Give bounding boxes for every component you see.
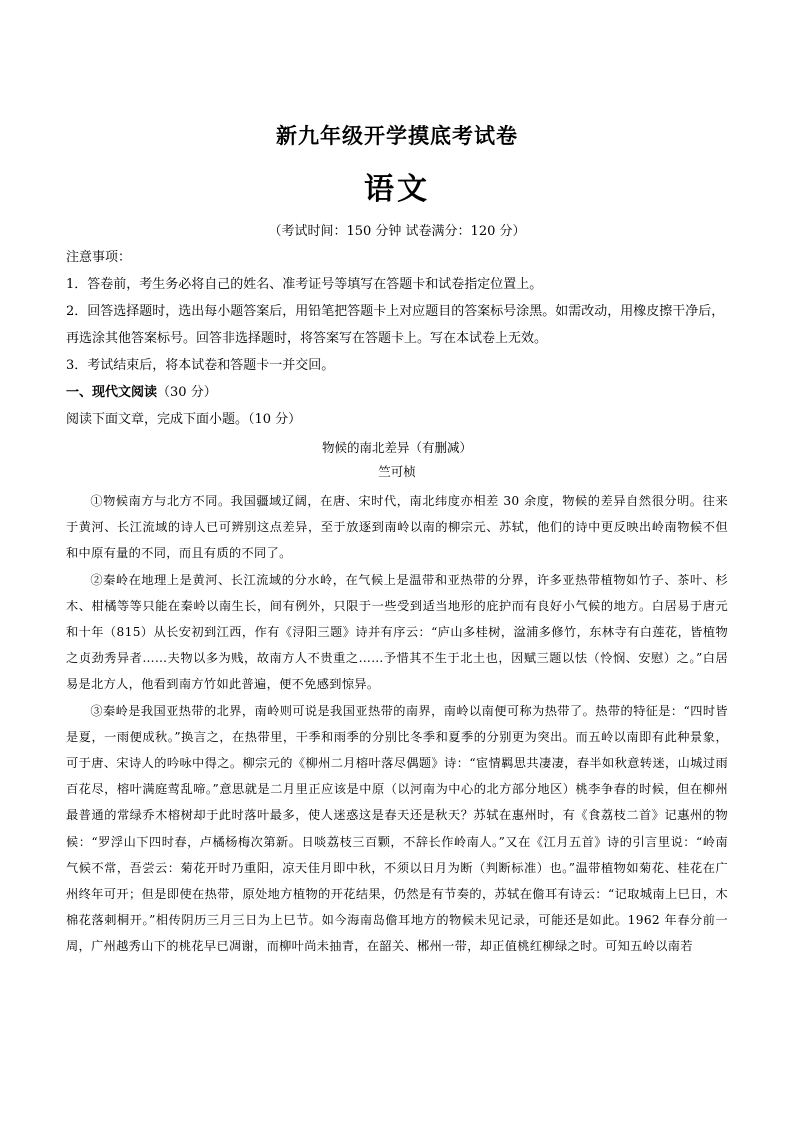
- notes-heading: 注意事项：: [66, 250, 132, 265]
- section-heading-score: （30 分）: [157, 385, 217, 400]
- note-item-1: 1．答卷前，考生务必将自己的姓名、准考证号等填写在答题卡和试卷指定位置上。: [66, 277, 543, 292]
- article-paragraph-2: ②秦岭在地理上是黄河、长江流域的分水岭，在气候上是温带和亚热带的分界，许多亚热带植物如竹子、茶叶、杉木、柑橘等等只能在秦岭以南生长，间有例外，只限于一些受到适当地形的庇护而有良好小气候的地方。白居易于唐元和十年（815）从长安初到江西，作有《浔阳三题》诗并有序云：“庐山多桂树，湓浦多修竹，东林寺有白莲花，皆植物之贞劲秀异者……夫物以多为贱，故南方人不贵重之……予惜其不生于北土也，因赋三题以怯（怜悯、安慰）之。”白居易是北方人，他看到南方竹如此普遍，便不免感到惊异。: [66, 572, 728, 692]
- article-paragraph-1: ①物候南方与北方不同。我国疆域辽阔，在唐、宋时代，南北纬度亦相差 30 余度，物候的差异自然很分明。往来于黄河、长江流域的诗人已可辨别这点差异，至于放逐到南岭以南的柳宗元、苏轼，他们的诗中更反映出岭南物候不但和中原有量的不同，而且有质的不同了。: [66, 494, 728, 561]
- section-heading-bold: 一、现代文阅读: [66, 385, 158, 400]
- article-title: 物候的南北差异（有删减）: [321, 440, 472, 455]
- exam-title: 新九年级开学摸底考试卷: [276, 123, 518, 148]
- exam-meta: （考试时间：150 分钟 试卷满分：120 分）: [268, 224, 526, 239]
- note-item-3: 3．考试结束后，将本试卷和答题卡一并交回。: [66, 358, 335, 373]
- notes-section: [66, 244, 726, 433]
- article-author: 竺可桢: [378, 464, 416, 479]
- section-heading: [66, 379, 726, 406]
- article-body: [66, 488, 728, 960]
- section-instruction: 阅读下面文章，完成下面小题。（10 分）: [66, 412, 302, 427]
- article-paragraph-3: ③秦岭是我国亚热带的北界，南岭则可说是我国亚热带的南界，南岭以南便可称为热带了。热带的特征是：“四时皆是夏，一雨便成秋。”换言之，在热带里，干季和雨季的分别比冬季和夏季的分别更为突出。而五岭以南即有此种景象，可于唐、宋诗人的吟咏中得之。柳宗元的《柳州二月榕叶落尽偶题》诗：“宦情羁思共凄凄，春半如秋意转迷，山城过雨百花尽，榕叶满庭莺乱啼。”意思就是二月里正应该是中原（以河南为中心的北方部分地区）桃李争春的时候，但在柳州最普通的常绿乔木榕树却于此时落叶最多，使人迷惑这是春天还是秋天？苏轼在惠州时，有《食荔枝二首》记惠州的物候：“罗浮山下四时春，卢橘杨梅次第新。日啖荔枝三百颗，不辞长作岭南人。”又在《江月五首》诗的引言里说：“岭南气候不常，吾尝云：菊花开时乃重阳，凉天佳月即中秋，不须以日月为断（判断标准）也。”温带植物如菊花、桂花在广州终年可开；但是即使在热带，原处地方植物的开花结果，仍然是有节奏的，苏轼在儋耳有诗云：“记取城南上巳日，木棉花落刺桐开。”相传阴历三月三日为上巳节。如今海南岛儋耳地方的物候未见记录，可能还是如此。1962 年春分前一周，广州越秀山下的桃花早已凋谢，而柳叶尚未抽青，在韶关、郴州一带，却正值桃红柳绿之时。可知五岭以南若: [66, 703, 728, 954]
- note-item-2: 2．回答选择题时，选出每小题答案后，用铅笔把答题卡上对应题目的答案标号涂黑。如需改动，用橡皮擦干净后，再选涂其他答案标号。回答非选择题时，将答案写在答题卡上。写在本试卷上无效。: [66, 304, 725, 346]
- subject-title: 语文: [364, 172, 430, 207]
